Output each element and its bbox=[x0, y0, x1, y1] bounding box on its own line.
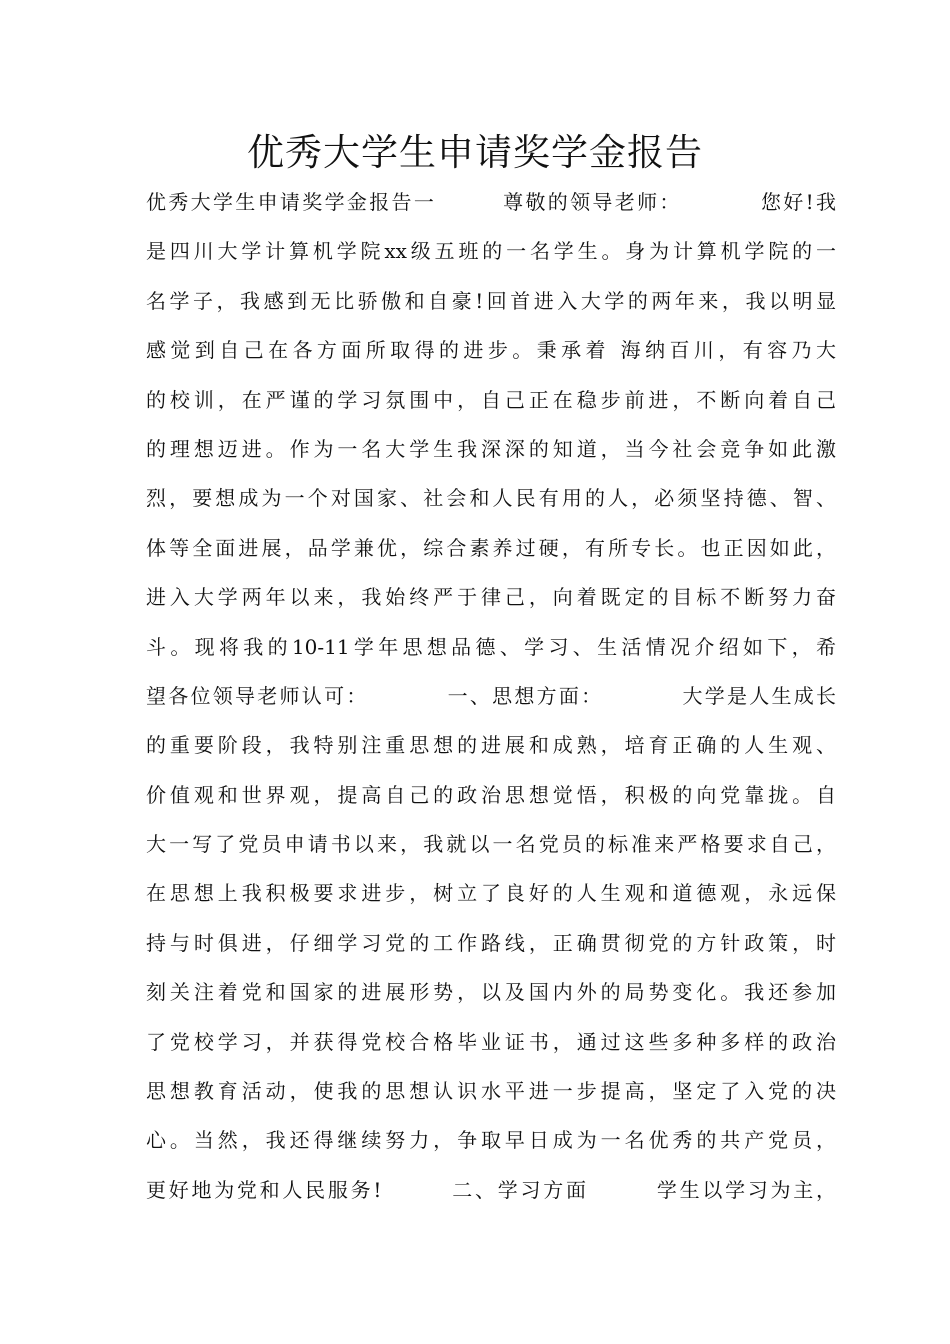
body-line: 斗。现将我的10-11学年思想品德、学习、生活情况介绍如下，希 bbox=[146, 634, 836, 659]
body-line: 更好地为党和人民服务! 二、学习方面 学生以学习为主， bbox=[146, 1177, 836, 1202]
body-line: 的理想迈进。作为一名大学生我深深的知道，当今社会竞争如此激 bbox=[146, 436, 836, 461]
body-line: 烈，要想成为一个对国家、社会和人民有用的人，必须坚持德、智、 bbox=[146, 486, 836, 511]
body-line: 的校训，在严谨的学习氛围中，自己正在稳步前进，不断向着自己 bbox=[146, 387, 836, 412]
body-line: 是四川大学计算机学院xx级五班的一名学生。身为计算机学院的一 bbox=[146, 239, 836, 264]
body-line: 的重要阶段，我特别注重思想的进展和成熟，培育正确的人生观、 bbox=[146, 733, 836, 758]
body-line: 持与时俱进，仔细学习党的工作路线，正确贯彻党的方针政策，时 bbox=[146, 930, 836, 955]
body-line: 心。当然，我还得继续努力，争取早日成为一名优秀的共产党员， bbox=[146, 1128, 836, 1153]
body-line: 了党校学习，并获得党校合格毕业证书，通过这些多种多样的政治 bbox=[146, 1029, 836, 1054]
document-title: 优秀大学生申请奖学金报告 bbox=[247, 131, 703, 174]
body-line: 思想教育活动，使我的思想认识水平进一步提高，坚定了入党的决 bbox=[146, 1079, 836, 1104]
body-line: 在思想上我积极要求进步，树立了良好的人生观和道德观，永远保 bbox=[146, 881, 836, 906]
body-line: 刻关注着党和国家的进展形势，以及国内外的局势变化。我还参加 bbox=[146, 980, 836, 1005]
document-body bbox=[146, 182, 836, 1219]
body-line: 大一写了党员申请书以来，我就以一名党员的标准来严格要求自己， bbox=[146, 832, 836, 857]
body-line: 感觉到自己在各方面所取得的进步。秉承着 海纳百川，有容乃大 bbox=[146, 338, 836, 363]
body-line: 进入大学两年以来，我始终严于律己，向着既定的目标不断努力奋 bbox=[146, 585, 836, 610]
body-line: 望各位领导老师认可： 一、思想方面： 大学是人生成长 bbox=[146, 683, 836, 708]
body-line: 价值观和世界观，提高自己的政治思想觉悟，积极的向党靠拢。自 bbox=[146, 782, 836, 807]
body-line: 体等全面进展，品学兼优，综合素养过硬，有所专长。也正因如此， bbox=[146, 535, 836, 560]
body-line: 名学子，我感到无比骄傲和自豪!回首进入大学的两年来，我以明显 bbox=[146, 288, 836, 313]
body-line: 优秀大学生申请奖学金报告一 尊敬的领导老师： 您好!我 bbox=[146, 190, 836, 214]
